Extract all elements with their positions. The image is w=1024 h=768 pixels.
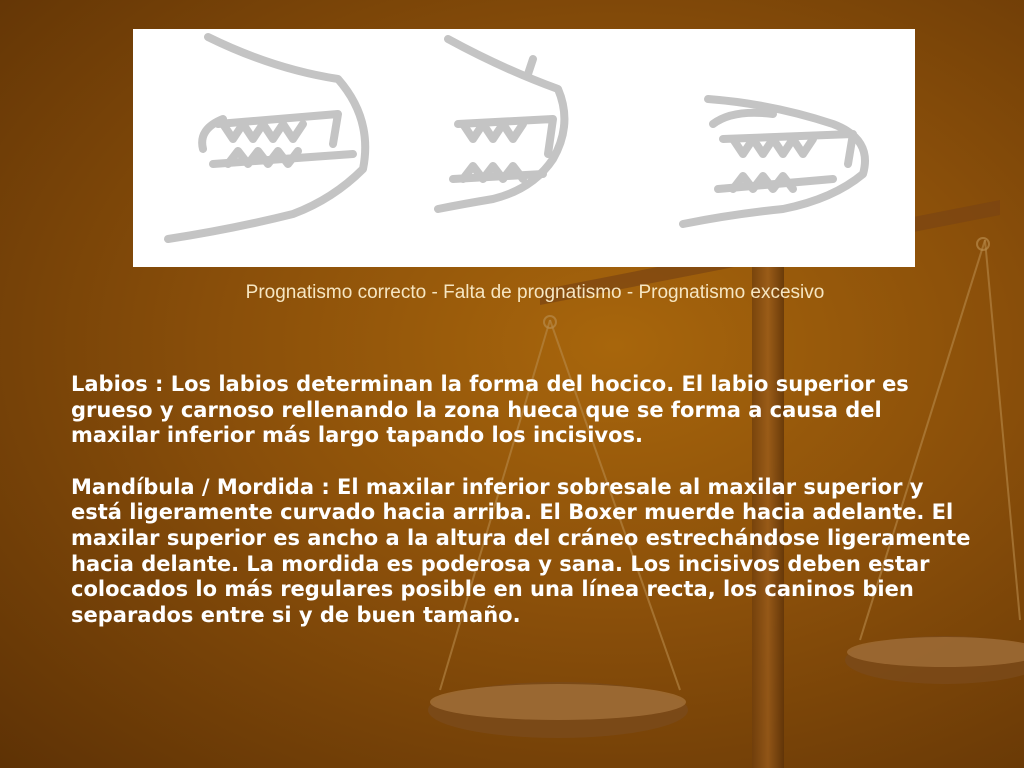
skull-excessive-prognathism-icon [683,99,865,224]
paragraph-labios: Labios : Los labios determinan la forma del hocico. El labio superior es grueso y carnoso rellenando la zona hueca que se forma a causa del maxilar inferior más largo tapando los incisivos. [71,372,909,448]
body-text [71,372,976,654]
prognathism-figure [133,29,915,267]
skull-correct-prognathism-icon [168,37,365,239]
paragraph-mandibula: Mandíbula / Mordida : El maxilar inferior sobresale al maxilar superior y está ligeramente curvado hacia arriba. El Boxer muerde hacia adelante. El maxilar superior es ancho a la altura del cráneo estrechándose ligeramente hacia delante. La mordida es poderosa y sana. Los incisivos deben estar colocados lo más regulares posible en una línea recta, los caninos bien separados entre si y de buen tamaño. [71,474,971,627]
skull-lack-prognathism-icon [438,39,564,209]
figure-caption: Prognatismo correcto - Falta de prognatismo - Prognatismo excesivo [245,282,825,303]
